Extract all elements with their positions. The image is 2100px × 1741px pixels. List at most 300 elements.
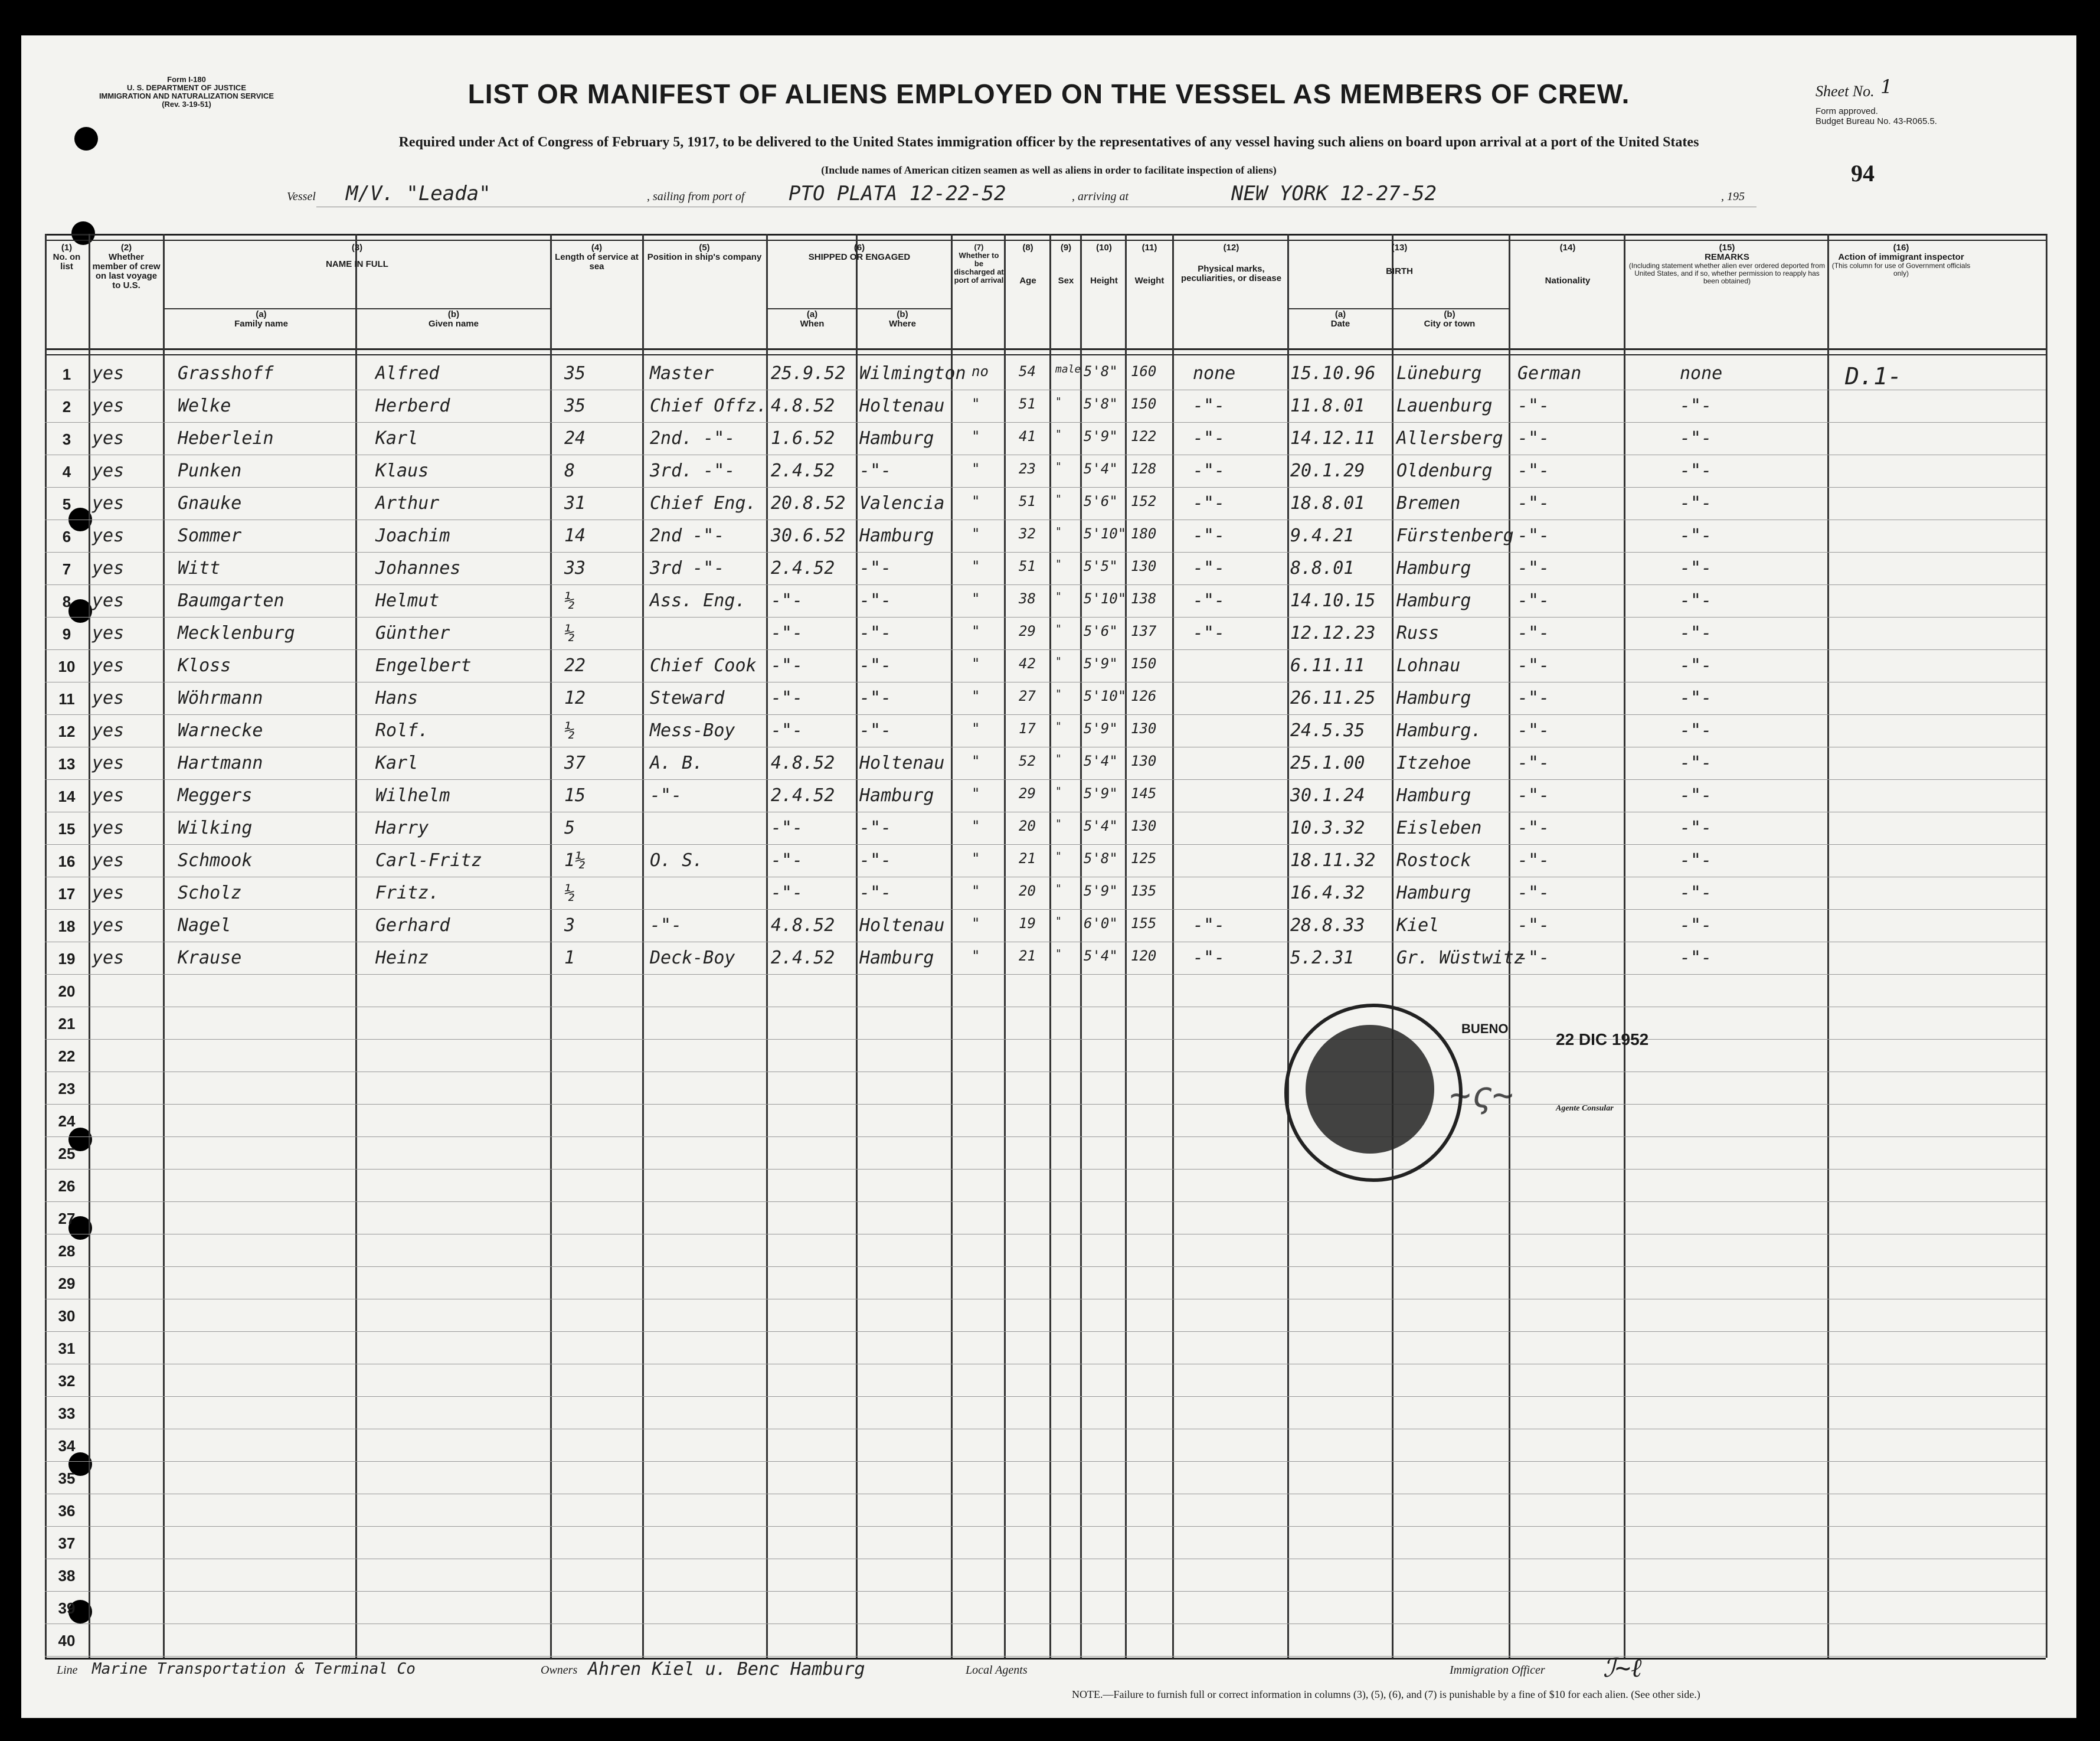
col-5-header [644, 243, 765, 262]
cell-age: 27 [1019, 688, 1036, 704]
cell-service: 1½ [564, 850, 586, 871]
cell-city: Oldenburg [1396, 460, 1493, 481]
cell-height: 5'4" [1084, 818, 1118, 834]
cell-sex: " [1055, 818, 1062, 830]
col-15-header [1627, 243, 1827, 285]
cell-remarks: -"- [1680, 850, 1712, 871]
row-rule [45, 1396, 2046, 1397]
cell-remarks: -"- [1680, 688, 1712, 708]
cell-marks: -"- [1193, 948, 1225, 968]
cell-height: 5'10" [1084, 525, 1127, 542]
column-rule [163, 234, 165, 1658]
cell-service: 8 [564, 460, 575, 481]
arriving-label: , arriving at [1072, 190, 1129, 203]
cell-height: 5'5" [1084, 558, 1118, 574]
cell-service: ½ [564, 623, 575, 644]
cell-service: 3 [564, 915, 575, 936]
cell-given: Joachim [375, 525, 450, 546]
cell-age: 54 [1019, 363, 1036, 380]
cell-position: Chief Offz. [650, 396, 767, 416]
cell-sex: " [1055, 720, 1062, 733]
manifest-sheet [21, 35, 2076, 1718]
row-number: 27 [58, 1210, 76, 1227]
cell-prev: yes [92, 460, 125, 481]
cell-where: Wilmington [859, 363, 966, 384]
row-rule [45, 552, 2046, 553]
row-number: 2 [62, 398, 71, 416]
cell-when: -"- [771, 655, 803, 676]
cell-given: Wilhelm [375, 785, 450, 806]
cell-where: -"- [859, 688, 892, 708]
row-number: 31 [58, 1340, 76, 1357]
cell-bdate: 14.10.15 [1290, 590, 1376, 611]
cell-where: Valencia [859, 493, 945, 514]
cell-age: 29 [1019, 785, 1036, 802]
cell-where: -"- [859, 460, 892, 481]
cell-prev: yes [92, 363, 125, 384]
cell-age: 19 [1019, 915, 1036, 932]
cell-when: -"- [771, 850, 803, 871]
cell-weight: 130 [1131, 720, 1157, 737]
cell-disch: " [972, 688, 980, 704]
cell-weight: 160 [1131, 363, 1157, 380]
cell-weight: 130 [1131, 753, 1157, 769]
col-num: (15) [1719, 243, 1735, 253]
officer-signature: ℐ~ℓ [1603, 1653, 1642, 1683]
col-label: Age [1019, 276, 1036, 286]
col-num: (11) [1141, 243, 1157, 253]
cell-bdate: 20.1.29 [1290, 460, 1365, 481]
cell-disch: " [972, 525, 980, 542]
col-label: Action of immigrant inspector [1838, 252, 1964, 262]
cell-given: Günther [375, 623, 450, 644]
stamp-bueno: BUENO [1461, 1021, 1509, 1036]
cell-weight: 130 [1131, 818, 1157, 834]
cell-age: 20 [1019, 818, 1036, 834]
cell-marks: -"- [1193, 623, 1225, 644]
col-11-header [1127, 243, 1172, 286]
cell-bdate: 24.5.35 [1290, 720, 1365, 741]
cell-height: 5'9" [1084, 655, 1118, 672]
col-num: (7) [974, 243, 984, 251]
cell-position: Chief Eng. [650, 493, 757, 514]
cell-where: Hamburg [859, 525, 934, 546]
col-label: Family name [234, 319, 288, 329]
cell-prev: yes [92, 428, 125, 449]
cell-family: Hartmann [178, 753, 263, 773]
cell-weight: 150 [1131, 655, 1157, 672]
cell-family: Scholz [178, 883, 242, 903]
arriving-value: NEW YORK 12-27-52 [1231, 182, 1437, 205]
cell-family: Sommer [178, 525, 242, 546]
cell-nat: -"- [1517, 525, 1550, 546]
cell-service: 14 [564, 525, 586, 546]
cell-city: Itzehoe [1396, 753, 1471, 773]
cell-height: 5'4" [1084, 948, 1118, 964]
cell-city: Rostock [1396, 850, 1471, 871]
col-num: (10) [1096, 243, 1112, 253]
cell-family: Meggers [178, 785, 253, 806]
col-num: (3) [351, 243, 363, 253]
cell-prev: yes [92, 590, 125, 611]
row-rule [45, 1461, 2046, 1462]
col-label: Nationality [1545, 276, 1591, 286]
row-number: 14 [58, 788, 76, 805]
row-number: 11 [58, 690, 75, 708]
cell-family: Baumgarten [178, 590, 284, 611]
cell-family: Wilking [178, 818, 253, 838]
cell-age: 51 [1019, 396, 1036, 412]
cell-bdate: 26.11.25 [1290, 688, 1376, 708]
line-value: Marine Transportation & Terminal Co [92, 1660, 416, 1678]
cell-city: Hamburg [1396, 590, 1471, 611]
cell-family: Krause [178, 948, 242, 968]
cell-marks: -"- [1193, 558, 1225, 579]
cell-given: Klaus [375, 460, 429, 481]
cell-family: Welke [178, 396, 231, 416]
cell-position: Deck-Boy [650, 948, 735, 968]
cell-remarks: -"- [1680, 396, 1712, 416]
col-sub: (b) [897, 309, 908, 319]
col-sublabel: (Including statement whether alien ever ordered deported from United States, and if so, whether permission to reapply has been obtained) [1628, 262, 1826, 285]
row-number: 33 [58, 1404, 76, 1422]
cell-position: A. B. [650, 753, 704, 773]
sailing-label: , sailing from port of [647, 190, 745, 203]
col-label: Weight [1134, 276, 1165, 286]
col-3-header [165, 243, 549, 269]
col-sub: (a) [806, 309, 818, 319]
cell-age: 51 [1019, 558, 1036, 574]
cell-position: Ass. Eng. [650, 590, 746, 611]
cell-prev: yes [92, 753, 125, 773]
cell-marks: -"- [1193, 590, 1225, 611]
service: IMMIGRATION AND NATURALIZATION SERVICE [99, 92, 274, 100]
row-number: 34 [58, 1437, 76, 1455]
cell-when: 4.8.52 [771, 753, 835, 773]
cell-nat: -"- [1517, 948, 1550, 968]
row-number: 13 [58, 755, 76, 773]
cell-prev: yes [92, 558, 125, 579]
cell-sex: " [1055, 525, 1062, 538]
column-rule [642, 234, 644, 1658]
col-num: (5) [699, 243, 710, 253]
cell-where: Holtenau [859, 396, 945, 416]
cell-weight: 130 [1131, 558, 1157, 574]
cell-position: 3rd. -"- [650, 460, 735, 481]
form-number: Form I-180 [167, 75, 206, 84]
cell-service: 33 [564, 558, 586, 579]
cell-action: D.1- [1845, 363, 1902, 390]
cell-age: 23 [1019, 460, 1036, 477]
cell-nat: -"- [1517, 818, 1550, 838]
col-label: Date [1330, 319, 1350, 329]
cell-age: 29 [1019, 623, 1036, 639]
cell-weight: 152 [1131, 493, 1157, 509]
cell-prev: yes [92, 525, 125, 546]
budget-text: Budget Bureau No. 43-R065.5. [1816, 116, 1937, 126]
cell-sex: male [1055, 363, 1081, 375]
cell-when: 4.8.52 [771, 396, 835, 416]
col-6a-header [768, 310, 856, 329]
cell-given: Helmut [375, 590, 440, 611]
cell-age: 38 [1019, 590, 1036, 607]
row-rule [45, 844, 2046, 845]
cell-disch: " [972, 818, 980, 834]
column-rule [2046, 234, 2047, 1658]
cell-remarks: -"- [1680, 915, 1712, 936]
row-number: 19 [58, 950, 76, 968]
row-rule [45, 779, 2046, 780]
cell-remarks: none [1680, 363, 1723, 384]
col-label: Sex [1058, 276, 1074, 286]
cell-prev: yes [92, 850, 125, 871]
column-rule [89, 234, 90, 1658]
cell-nat: -"- [1517, 493, 1550, 514]
cell-prev: yes [92, 785, 125, 806]
cell-sex: " [1055, 396, 1062, 408]
cell-weight: 126 [1131, 688, 1157, 704]
row-number: 6 [62, 528, 71, 546]
cell-weight: 128 [1131, 460, 1157, 477]
cell-sex: " [1055, 655, 1062, 668]
cell-age: 17 [1019, 720, 1036, 737]
cell-bdate: 25.1.00 [1290, 753, 1365, 773]
cell-disch: " [972, 883, 980, 899]
cell-when: 2.4.52 [771, 948, 835, 968]
cell-marks: -"- [1193, 428, 1225, 449]
cell-prev: yes [92, 915, 125, 936]
col-num: (2) [120, 243, 132, 253]
col-1-header [46, 243, 87, 272]
row-number: 38 [58, 1567, 76, 1585]
cell-height: 5'9" [1084, 883, 1118, 899]
col-label: SHIPPED OR ENGAGED [808, 252, 911, 262]
approved-text: Form approved. [1816, 106, 1878, 116]
cell-sex: " [1055, 883, 1062, 895]
cell-disch: no [972, 363, 989, 380]
cell-given: Carl-Fritz [375, 850, 482, 871]
cell-weight: 125 [1131, 850, 1157, 867]
line-label: Line [57, 1664, 78, 1677]
cell-family: Wöhrmann [178, 688, 263, 708]
cell-height: 5'6" [1084, 623, 1118, 639]
cell-height: 5'4" [1084, 753, 1118, 769]
revision: (Rev. 3-19-51) [162, 100, 211, 109]
cell-prev: yes [92, 688, 125, 708]
col-16-header [1830, 243, 1972, 277]
row-number: 1 [62, 365, 71, 383]
cell-height: 5'8" [1084, 363, 1118, 380]
cell-service: 31 [564, 493, 586, 514]
cell-remarks: -"- [1680, 558, 1712, 579]
cell-bdate: 18.11.32 [1290, 850, 1376, 871]
cell-bdate: 30.1.24 [1290, 785, 1365, 806]
cell-where: Holtenau [859, 753, 945, 773]
cell-given: Fritz. [375, 883, 440, 903]
cell-prev: yes [92, 948, 125, 968]
cell-disch: " [972, 753, 980, 769]
cell-remarks: -"- [1680, 525, 1712, 546]
cell-when: 2.4.52 [771, 785, 835, 806]
cell-family: Punken [178, 460, 242, 481]
cell-where: -"- [859, 720, 892, 741]
cell-nat: -"- [1517, 720, 1550, 741]
cell-height: 5'10" [1084, 590, 1127, 607]
cell-weight: 137 [1131, 623, 1157, 639]
year-label: , 195 [1721, 190, 1745, 203]
cell-when: -"- [771, 590, 803, 611]
cell-nat: -"- [1517, 460, 1550, 481]
row-rule [45, 649, 2046, 650]
header-bottom-rule [45, 348, 2046, 350]
cell-given: Rolf. [375, 720, 429, 741]
row-rule [45, 1039, 2046, 1040]
cell-remarks: -"- [1680, 460, 1712, 481]
officer-label: Immigration Officer [1450, 1664, 1545, 1677]
row-rule [45, 1201, 2046, 1202]
row-number: 39 [58, 1599, 76, 1617]
subheader-rule [1287, 308, 1509, 309]
cell-height: 5'8" [1084, 850, 1118, 867]
cell-prev: yes [92, 818, 125, 838]
row-rule [45, 1104, 2046, 1105]
cell-sex: " [1055, 688, 1062, 700]
cell-when: 30.6.52 [771, 525, 846, 546]
cell-sex: " [1055, 460, 1062, 473]
cell-weight: 180 [1131, 525, 1157, 542]
cell-family: Heberlein [178, 428, 274, 449]
row-number: 4 [62, 463, 71, 481]
col-10-header [1082, 243, 1126, 286]
cell-service: 12 [564, 688, 586, 708]
col-num: (16) [1893, 243, 1909, 253]
cell-given: Harry [375, 818, 429, 838]
cell-city: Bremen [1396, 493, 1461, 514]
row-number: 25 [58, 1145, 76, 1162]
row-rule [45, 1266, 2046, 1267]
col-num: (13) [1391, 243, 1408, 253]
cell-height: 6'0" [1084, 915, 1118, 932]
row-number: 23 [58, 1080, 76, 1097]
col-sub: (b) [1444, 309, 1455, 319]
cell-nat: -"- [1517, 558, 1550, 579]
cell-weight: 120 [1131, 948, 1157, 964]
cell-nat: -"- [1517, 883, 1550, 903]
col-label: When [800, 319, 825, 329]
cell-given: Hans [375, 688, 418, 708]
page-title: LIST OR MANIFEST OF ALIENS EMPLOYED ON THE VESSEL AS MEMBERS OF CREW. [467, 79, 1630, 109]
cell-nat: -"- [1517, 753, 1550, 773]
cell-sex: " [1055, 558, 1062, 570]
cell-when: 1.6.52 [771, 428, 835, 449]
subheader-rule [766, 308, 951, 309]
row-rule [45, 422, 2046, 423]
cell-service: 35 [564, 396, 586, 416]
row-rule [45, 1591, 2046, 1592]
cell-when: 4.8.52 [771, 915, 835, 936]
cell-disch: " [972, 558, 980, 574]
cell-height: 5'8" [1084, 396, 1118, 412]
row-number: 32 [58, 1372, 76, 1390]
subtitle-note: (Include names of American citizen seamen as well as aliens in order to facilitate inspection of aliens) [821, 164, 1277, 176]
row-rule [45, 487, 2046, 488]
cell-position: 2nd -"- [650, 525, 725, 546]
cell-remarks: -"- [1680, 655, 1712, 676]
row-number: 24 [58, 1112, 76, 1130]
cell-remarks: -"- [1680, 428, 1712, 449]
col-label: Whether member of crew on last voyage to U.S. [92, 252, 161, 290]
cell-remarks: -"- [1680, 785, 1712, 806]
column-rule [1004, 234, 1006, 1658]
col-3b-header [358, 310, 549, 329]
cell-family: Witt [178, 558, 221, 579]
cell-sex: " [1055, 753, 1062, 765]
cell-when: 20.8.52 [771, 493, 846, 514]
cell-age: 52 [1019, 753, 1036, 769]
punch-hole [71, 221, 95, 245]
cell-city: Kiel [1396, 915, 1440, 936]
col-label: Position in ship's company [647, 252, 762, 262]
stamp-date: 22 DIC 1952 [1556, 1030, 1649, 1048]
cell-city: Fürstenberg [1396, 525, 1514, 546]
cell-nat: -"- [1517, 785, 1550, 806]
cell-weight: 122 [1131, 428, 1157, 445]
cell-weight: 145 [1131, 785, 1157, 802]
col-13b-header [1394, 310, 1506, 329]
cell-bdate: 8.8.01 [1290, 558, 1355, 579]
col-label: REMARKS [1705, 252, 1749, 262]
footer-note: NOTE.—Failure to furnish full or correct information in columns (3), (5), (6), and (7) is punishable by a fine of $10 for each alien. (See other side.) [1072, 1688, 1700, 1700]
column-rule [1172, 234, 1174, 1658]
cell-when: -"- [771, 623, 803, 644]
col-label: Physical marks, peculiarities, or disease [1180, 264, 1282, 283]
column-rule [550, 234, 552, 1658]
cell-service: 5 [564, 818, 575, 838]
cell-when: 25.9.52 [771, 363, 846, 384]
col-label: No. on list [53, 252, 81, 272]
cell-city: Lauenburg [1396, 396, 1493, 416]
cell-family: Kloss [178, 655, 231, 676]
cell-age: 32 [1019, 525, 1036, 542]
cell-prev: yes [92, 720, 125, 741]
col-sub: (a) [256, 309, 267, 319]
col-3a-header [165, 310, 357, 329]
cell-prev: yes [92, 493, 125, 514]
column-rule [355, 234, 357, 1658]
subtitle: Required under Act of Congress of February 5, 1917, to be delivered to the United States immigration officer by the representatives of any vessel having such aliens on board upon arrival at a port of the United States [398, 135, 1699, 150]
row-rule [45, 1169, 2046, 1170]
seal-emblem [1306, 1025, 1434, 1154]
col-num: (12) [1223, 243, 1239, 253]
vessel-label: Vessel [287, 190, 316, 203]
cell-service: ½ [564, 883, 575, 903]
cell-disch: " [972, 460, 980, 477]
column-rule [1080, 234, 1082, 1658]
cell-remarks: -"- [1680, 493, 1712, 514]
cell-remarks: -"- [1680, 590, 1712, 611]
cell-where: Hamburg [859, 785, 934, 806]
cell-when: -"- [771, 883, 803, 903]
cell-service: 1 [564, 948, 575, 968]
cell-disch: " [972, 590, 980, 607]
cell-city: Gr. Wüstwitz [1396, 948, 1525, 968]
row-number: 26 [58, 1177, 76, 1195]
row-number: 12 [58, 723, 76, 740]
cell-prev: yes [92, 655, 125, 676]
cell-disch: " [972, 720, 980, 737]
column-rule [1624, 234, 1625, 1658]
col-label: Height [1090, 276, 1118, 286]
